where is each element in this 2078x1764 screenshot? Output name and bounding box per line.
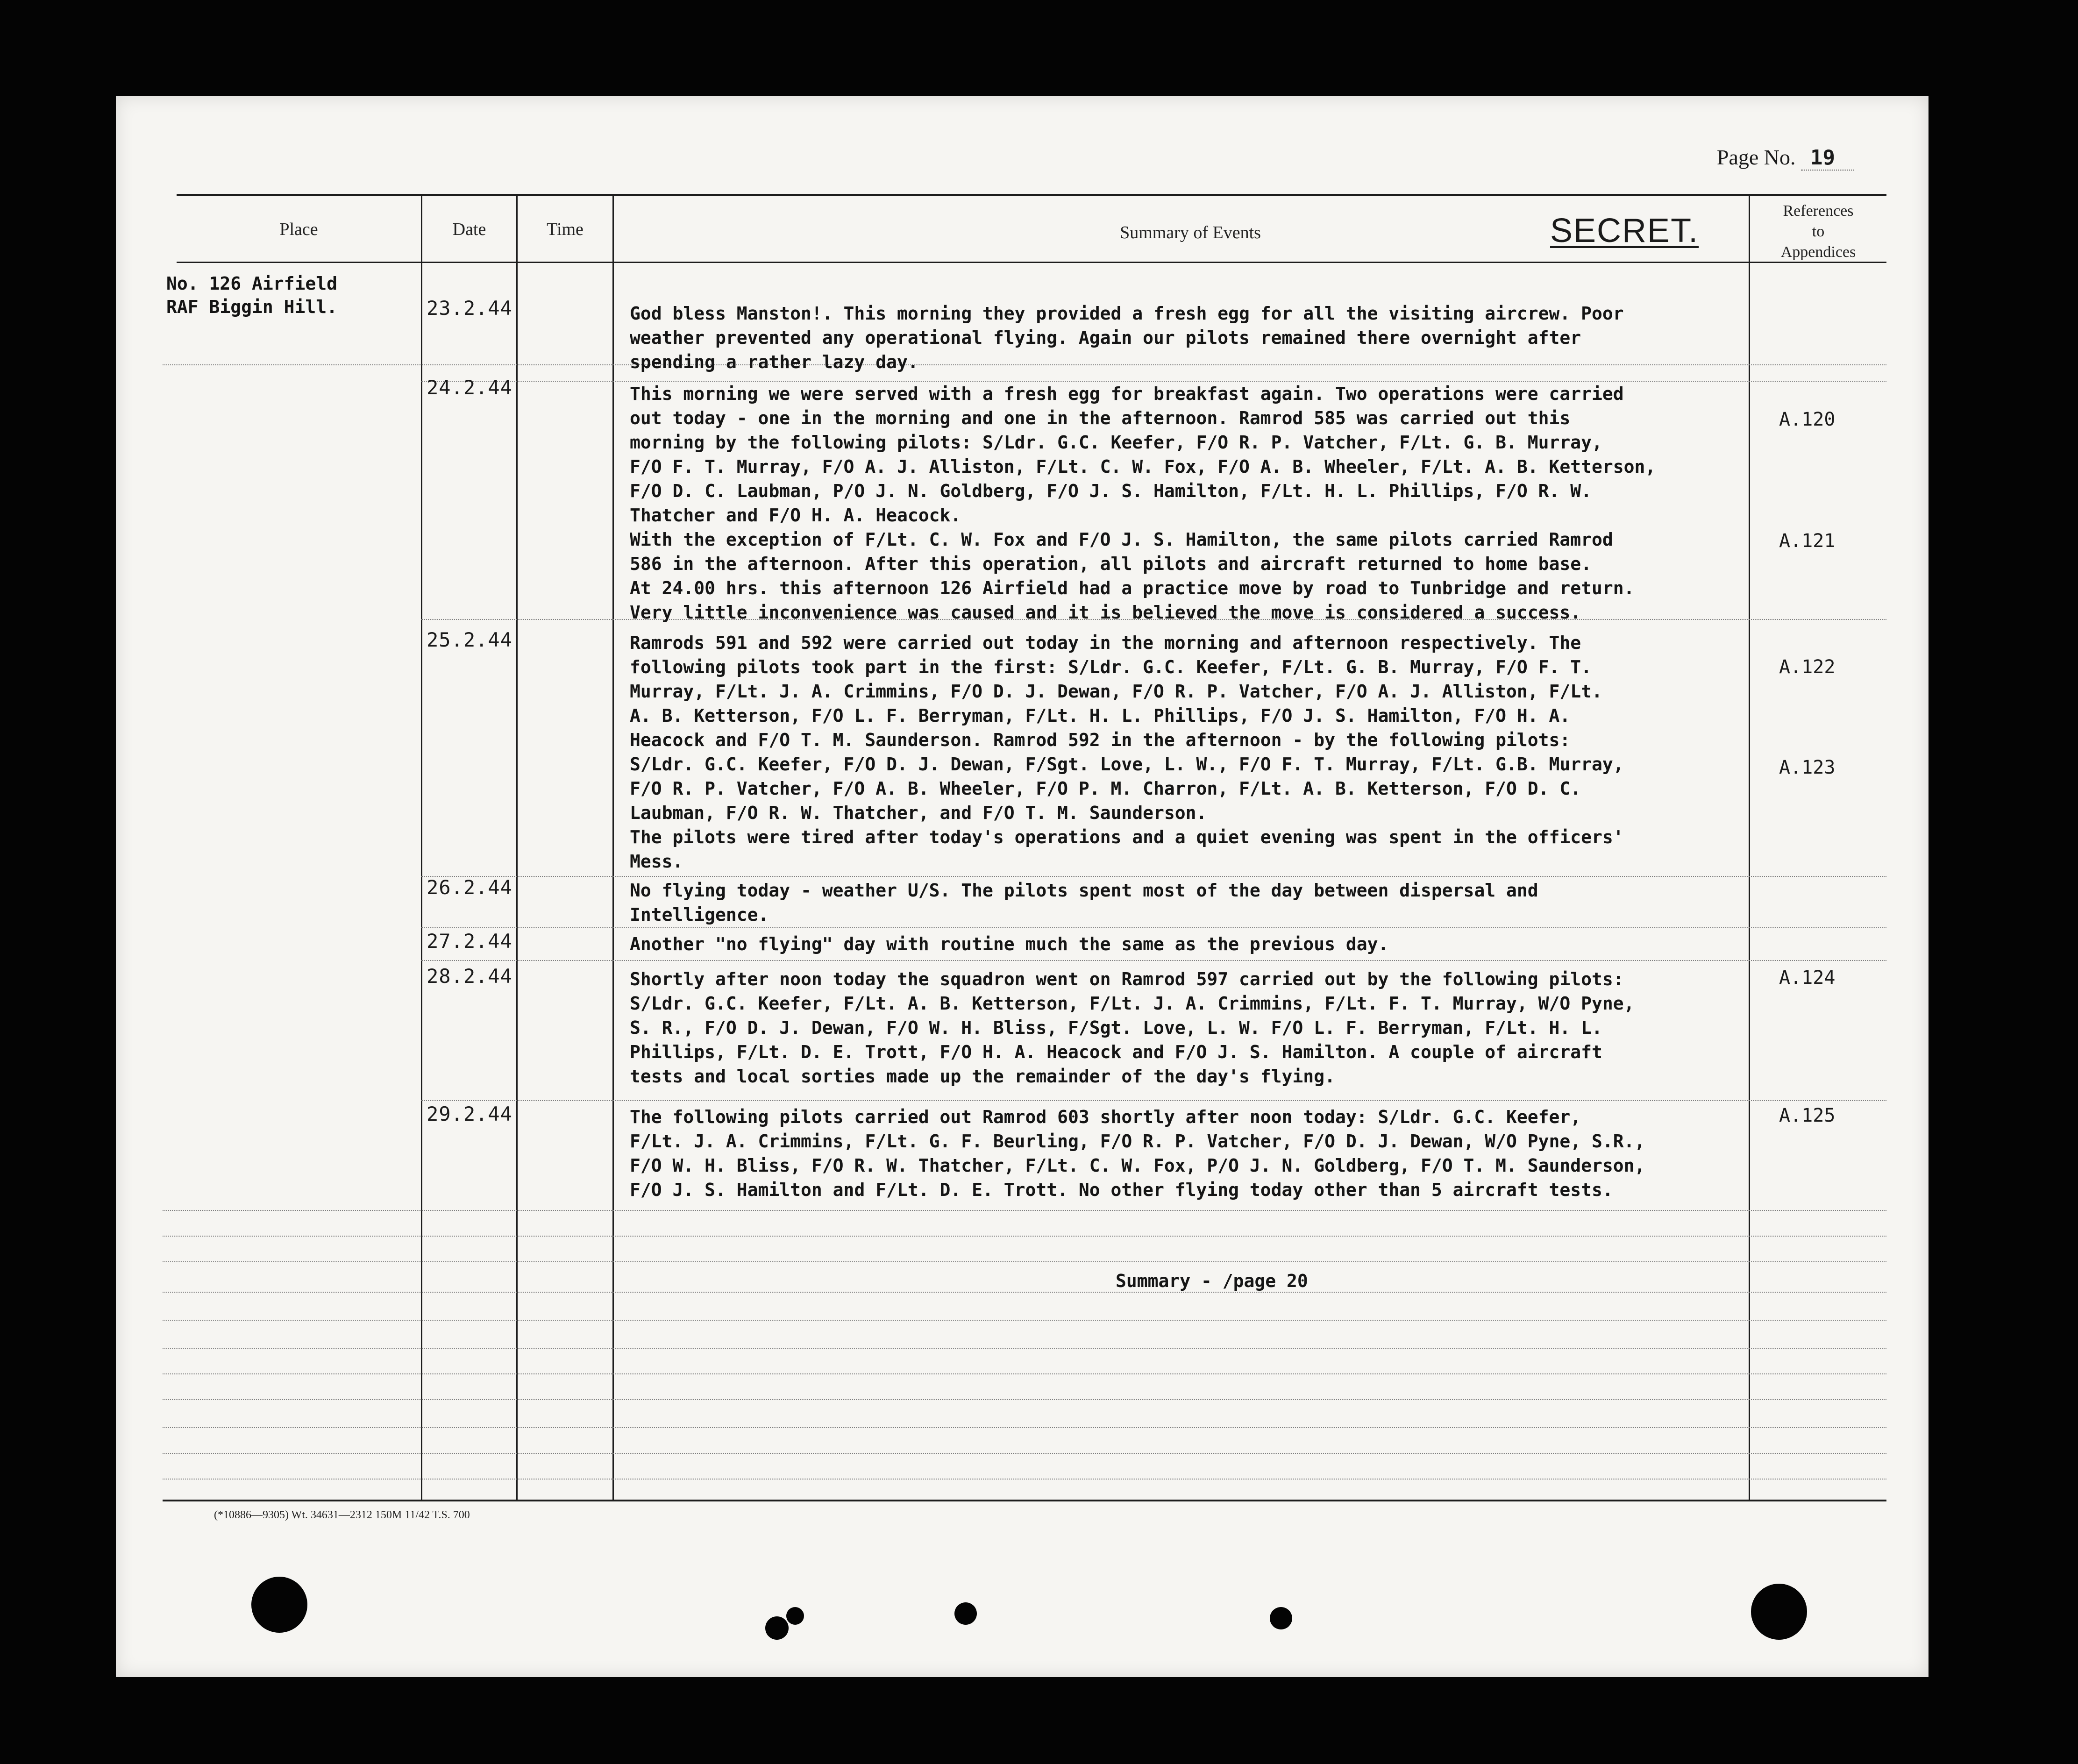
entry-line: spending a rather lazy day. [630,352,918,372]
row-rule [421,927,1886,928]
page-number-label: Page No. [1716,145,1796,169]
entry-line: F/O F. T. Murray, F/O A. J. Alliston, F/Lt. C. W. Fox, F/O A. B. Wheeler, F/Lt. A. B. Ketterson, [630,456,1656,477]
secret-stamp: SECRET. [1550,212,1699,249]
header-references-line2: to [1812,223,1825,240]
appendix-ref: A.120 [1779,409,1836,430]
entry-line: At 24.00 hrs. this afternoon 126 Airfield had a practice move by road to Tunbridge and return. [630,578,1635,598]
header-summary: Summary of Events [1120,223,1261,242]
entry-line: Intelligence. [630,904,769,925]
header-time: Time [547,220,584,239]
header-date: Date [452,220,486,239]
table-bottom-rule [163,1500,1886,1501]
entry-line: The following pilots carried out Ramrod 603 shortly after noon today: S/Ldr. G.C. Keefer, [630,1107,1581,1127]
place-line2: RAF Biggin Hill. [166,297,338,317]
row-rule [421,1100,1886,1101]
entry-line: Laubman, F/O R. W. Thatcher, and F/O T. M. Saunderson. [630,803,1207,823]
entry-line: F/O D. C. Laubman, P/O J. N. Goldberg, F/O J. S. Hamilton, F/Lt. H. L. Phillips, F/O R. W. [630,481,1592,501]
entry-line: S. R., F/O D. J. Dewan, F/O W. H. Bliss, F/Sgt. Love, L. W. F/O L. F. Berryman, F/Lt. H. L. [630,1017,1602,1038]
entry-line: 586 in the afternoon. After this operation, all pilots and aircraft returned to home base. [630,554,1592,574]
row-rule [163,1236,1886,1237]
row-rule [163,1348,1886,1349]
punch-hole [1270,1607,1292,1629]
entry-date: 24.2.44 [427,376,513,399]
page-number-value: 19 [1801,146,1854,171]
entry-line: This morning we were served with a fresh egg for breakfast again. Two operations were carried [630,384,1624,404]
entry-text [630,382,1882,625]
row-rule [421,876,1886,877]
entry-line: F/Lt. J. A. Crimmins, F/Lt. G. F. Beurling, F/O R. P. Vatcher, F/O D. J. Dewan, W/O Pyne, S.R., [630,1131,1645,1152]
entry-line: A. B. Ketterson, F/O L. F. Berryman, F/Lt. H. L. Phillips, F/O J. S. Hamilton, F/O H. A. [630,705,1571,726]
entry-line: S/Ldr. G.C. Keefer, F/O D. J. Dewan, F/Sgt. Love, L. W., F/O F. T. Murray, F/Lt. G.B. Murray, [630,754,1624,775]
row-rule [421,960,1886,961]
entry-line: Mess. [630,851,683,872]
entry-text [630,932,1882,956]
entry-line: Murray, F/Lt. J. A. Crimmins, F/O D. J. Dewan, F/O R. P. Vatcher, F/O A. J. Alliston, F/Lt. [630,681,1602,702]
document-page [116,96,1929,1677]
row-rule [163,1320,1886,1321]
entry-line: F/O J. S. Hamilton and F/Lt. D. E. Trott. No other flying today other than 5 aircraft tests. [630,1180,1613,1200]
row-rule [163,1210,1886,1211]
entry-line: Shortly after noon today the squadron went on Ramrod 597 carried out by the following pilots: [630,969,1624,989]
header-place: Place [279,220,318,239]
entry-text [630,631,1882,874]
entry-date: 27.2.44 [427,930,513,953]
entry-line: Very little inconvenience was caused and it is believed the move is considered a success. [630,602,1581,623]
header-references [1750,201,1886,263]
entry-line: No flying today - weather U/S. The pilots spent most of the day between dispersal and [630,880,1538,901]
column-divider-place [421,196,422,1500]
appendix-ref: A.124 [1779,967,1836,989]
punch-hole [954,1602,977,1625]
row-rule [163,1427,1886,1428]
row-rule [163,1261,1886,1262]
column-divider-time [612,196,614,1500]
appendix-ref: A.125 [1779,1105,1836,1126]
entry-line: Thatcher and F/O H. A. Heacock. [630,505,961,526]
appendix-ref: A.121 [1779,530,1836,552]
summary-continuation: Summary - /page 20 [1116,1271,1308,1291]
entry-line: Heacock and F/O T. M. Saunderson. Ramrod 592 in the afternoon - by the following pilots: [630,730,1571,750]
appendix-ref: A.123 [1779,757,1836,778]
entry-line: With the exception of F/Lt. C. W. Fox and F/O J. S. Hamilton, the same pilots carried Ramrod [630,529,1613,550]
punch-hole [251,1577,307,1633]
entry-line: F/O R. P. Vatcher, F/O A. B. Wheeler, F/O P. M. Charron, F/Lt. A. B. Ketterson, F/O D. C. [630,778,1581,799]
entry-text [630,967,1882,1088]
place-line1: No. 126 Airfield [166,273,338,294]
entry-line: tests and local sorties made up the remainder of the day's flying. [630,1066,1335,1087]
entry-date: 25.2.44 [427,628,513,651]
entry-line: F/O W. H. Bliss, F/O R. W. Thatcher, F/Lt. C. W. Fox, P/O J. N. Goldberg, F/O T. M. Saunderson, [630,1155,1645,1176]
entry-line: weather prevented any operational flying. Again our pilots remained there overnight after [630,327,1581,348]
entry-date: 29.2.44 [427,1102,513,1125]
row-rule [163,1399,1886,1400]
entry-line: Phillips, F/Lt. D. E. Trott, F/O H. A. Heacock and F/O J. S. Hamilton. A couple of aircraft [630,1042,1602,1062]
row-rule [163,1453,1886,1454]
entry-line: morning by the following pilots: S/Ldr. G.C. Keefer, F/O R. P. Vatcher, F/Lt. G. B. Murray, [630,432,1602,453]
header-bottom-rule [177,262,1886,263]
punch-hole [765,1616,789,1640]
entry-line: S/Ldr. G.C. Keefer, F/Lt. A. B. Ketterson, F/Lt. J. A. Crimmins, F/Lt. F. T. Murray, W/O Pyne, [630,993,1635,1014]
entry-text [630,878,1882,927]
table-top-rule [177,194,1886,196]
entry-line: following pilots took part in the first: S/Ldr. G.C. Keefer, F/Lt. G. B. Murray, F/O F. T. [630,657,1592,677]
entry-line: Ramrods 591 and 592 were carried out today in the morning and afternoon respectively. The [630,633,1581,653]
page-number [1717,145,1854,171]
entry-line: The pilots were tired after today's operations and a quiet evening was spent in the officers' [630,827,1624,847]
punch-hole [1751,1584,1807,1640]
entry-line: out today - one in the morning and one in the afternoon. Ramrod 585 was carried out this [630,408,1571,428]
header-references-line1: References [1783,202,1854,220]
appendix-ref: A.122 [1779,656,1836,678]
entry-text [630,1105,1882,1202]
entry-date: 23.2.44 [427,297,513,320]
entry-text [630,301,1882,374]
printer-imprint: (*10886—9305) Wt. 34631—2312 150M 11/42 T.S. 700 [214,1509,470,1521]
entry-line: Another "no flying" day with routine much the same as the previous day. [630,934,1389,954]
row-rule [163,1373,1886,1374]
row-rule [163,1292,1886,1293]
punch-hole [786,1607,804,1625]
header-references-line3: Appendices [1780,243,1856,261]
entry-date: 28.2.44 [427,965,513,988]
entry-line: God bless Manston!. This morning they provided a fresh egg for all the visiting aircrew. Poor [630,303,1624,324]
entry-date: 26.2.44 [427,876,513,899]
